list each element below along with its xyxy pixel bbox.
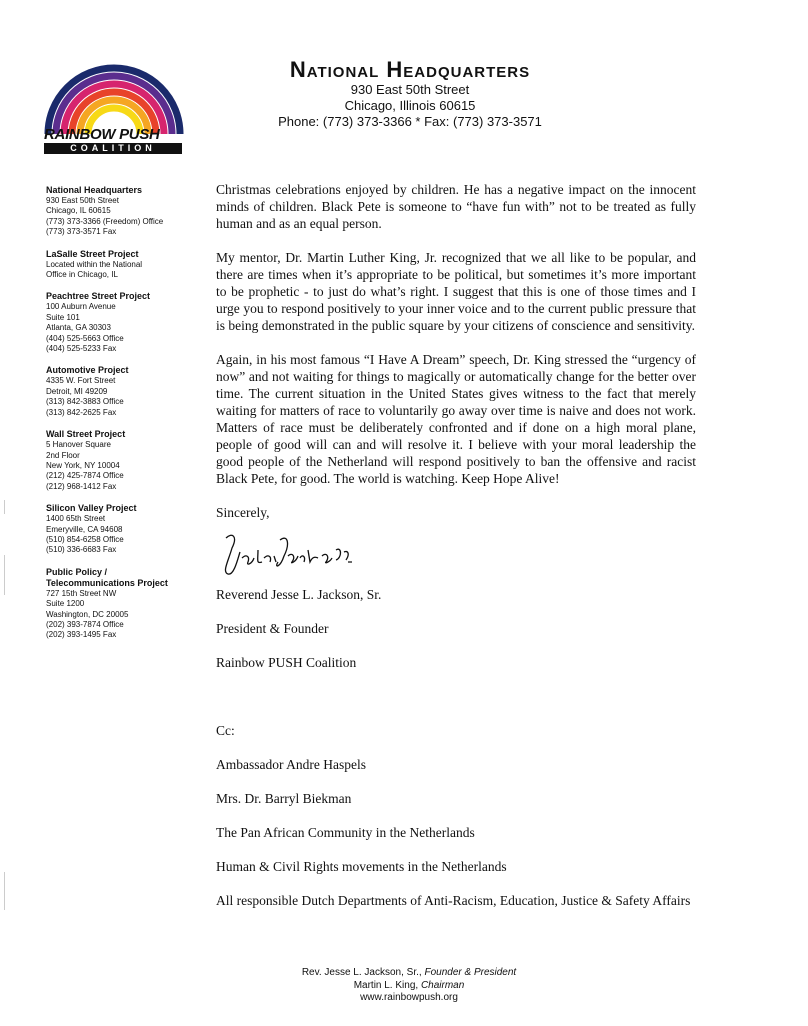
office-detail: (313) 842-2625 Fax xyxy=(46,407,117,417)
scan-edge-mark xyxy=(4,872,5,910)
scan-edge-mark xyxy=(4,500,5,514)
office-block xyxy=(46,291,206,354)
cc-recipient: Ambassador Andre Haspels xyxy=(216,757,366,772)
office-directory xyxy=(46,185,206,652)
signer-organization: Rainbow PUSH Coalition xyxy=(216,655,357,670)
office-title: National Headquarters xyxy=(46,185,143,195)
office-detail: New York, NY 10004 xyxy=(46,460,120,470)
footer-chairman-name: Martin L. King, xyxy=(353,979,421,991)
letter-paragraph: Christmas celebrations enjoyed by children. He has a negative impact on the innocent minds of children. Black Pete is someone to “have fun with” not to be treated as fully human and as an equal person. xyxy=(216,182,696,231)
office-detail: Emeryville, CA 94608 xyxy=(46,524,123,534)
letterhead-contact: Phone: (773) 373-3366 * Fax: (773) 373-3571 xyxy=(278,114,542,129)
office-detail: Suite 101 xyxy=(46,312,80,322)
office-detail: (212) 425-7874 Office xyxy=(46,471,124,481)
footer-chairman-role: Chairman xyxy=(420,979,465,991)
office-block xyxy=(46,249,206,281)
office-detail: 5 Hanover Square xyxy=(46,440,111,450)
office-title: Wall Street Project xyxy=(46,429,126,440)
letterhead-title: National Headquarters xyxy=(289,57,531,82)
logo-wordmark: RAINBOW PUSH xyxy=(44,126,160,143)
office-block xyxy=(46,567,206,641)
office-title: LaSalle Street Project xyxy=(46,248,139,259)
letter-paragraph: Again, in his most famous “I Have A Dream” speech, Dr. King stressed the “urgency of now” and not waiting for things to magically or automatically change for the better over time. The current situation in the United States gives witness to the fact that merely waiting for matters of race to voluntarily go away over time is naive and does not work. Matters of race must be deliberately confronted and if done on a high moral plane, people of good will can and will resolve it. I believe with your moral leadership the good people of the Netherland will respond positively to ban the offensive and racist Black Pete, for good. The world is watching. Keep Hope Alive! xyxy=(216,352,696,486)
letterhead-street: 930 East 50th Street xyxy=(350,82,470,97)
footer-website: www.rainbowpush.org xyxy=(360,992,458,1003)
letter-body xyxy=(216,181,696,926)
cc-recipient: All responsible Dutch Departments of Anti-Racism, Education, Justice & Safety Affairs xyxy=(216,893,691,908)
office-title: Automotive Project xyxy=(46,365,129,376)
cc-label: Cc: xyxy=(216,723,235,738)
office-detail: 100 Auburn Avenue xyxy=(46,302,116,312)
cc-recipient: Human & Civil Rights movements in the Netherlands xyxy=(216,859,507,874)
office-detail: (773) 373-3366 (Freedom) Office xyxy=(46,216,164,226)
office-detail: 4335 W. Fort Street xyxy=(46,376,116,386)
logo-subtitle: COALITION xyxy=(44,143,182,154)
office-detail: Washington, DC 20005 xyxy=(46,609,129,619)
handwritten-signature xyxy=(218,528,358,580)
letter-footer xyxy=(0,967,808,1005)
office-detail: 930 East 50th Street xyxy=(46,196,119,205)
letterhead-city: Chicago, Illinois 60615 xyxy=(344,98,476,113)
office-detail: (212) 968-1412 Fax xyxy=(46,481,117,491)
office-block xyxy=(46,365,206,418)
office-detail: Chicago, IL 60615 xyxy=(46,206,111,216)
office-detail: (510) 336-6683 Fax xyxy=(46,545,117,555)
office-detail: 2nd Floor xyxy=(46,450,80,460)
signer-title: President & Founder xyxy=(216,621,329,636)
scan-edge-mark xyxy=(4,555,5,595)
signer-name: Reverend Jesse L. Jackson, Sr. xyxy=(216,587,382,602)
office-detail: Atlanta, GA 30303 xyxy=(46,323,111,333)
office-detail: 727 15th Street NW xyxy=(46,588,117,598)
office-title: Silicon Valley Project xyxy=(46,503,137,514)
office-detail: Suite 1200 xyxy=(46,599,85,609)
office-detail: (510) 854-6258 Office xyxy=(46,534,124,544)
office-title: Peachtree Street Project xyxy=(46,291,151,302)
spacer xyxy=(216,688,696,705)
office-block xyxy=(46,429,206,492)
office-title: Public Policy / xyxy=(46,566,108,577)
office-block xyxy=(46,503,206,556)
office-detail: (313) 842-3883 Office xyxy=(46,397,124,407)
office-detail: (202) 393-7874 Office xyxy=(46,619,124,629)
office-detail: (202) 393-1495 Fax xyxy=(46,630,117,640)
office-detail: (404) 525-5663 Office xyxy=(46,333,124,343)
cc-recipient: The Pan African Community in the Netherlands xyxy=(216,825,475,840)
letter-paragraph: My mentor, Dr. Martin Luther King, Jr. recognized that we all like to be popular, and there are times when it’s appropriate to be political, but sometimes it’s more important to be prophetic - to just do what’s right. I suggest that this is one of those times and I urge you to respond positively to your inner voice and to the current public pressure that is being demonstrated in the public square by your citizens of conscience and sensitivity. xyxy=(216,250,696,333)
footer-founder-role: Founder & President xyxy=(424,967,517,978)
office-detail: 1400 65th Street xyxy=(46,514,106,524)
office-title: Telecommunications Project xyxy=(46,577,168,588)
office-detail: Located within the National xyxy=(46,259,143,269)
office-detail: (773) 373-3571 Fax xyxy=(46,227,117,237)
footer-founder-name: Rev. Jesse L. Jackson, Sr., xyxy=(301,967,425,978)
letterhead xyxy=(240,58,580,130)
closing: Sincerely, xyxy=(216,505,270,520)
footer-founder xyxy=(0,967,808,980)
office-detail: Office in Chicago, IL xyxy=(46,270,118,280)
footer-chairman xyxy=(0,980,808,993)
cc-recipient: Mrs. Dr. Barryl Biekman xyxy=(216,791,352,806)
office-detail: Detroit, MI 49209 xyxy=(46,386,108,396)
office-block xyxy=(46,185,206,238)
office-detail: (404) 525-5233 Fax xyxy=(46,344,117,354)
